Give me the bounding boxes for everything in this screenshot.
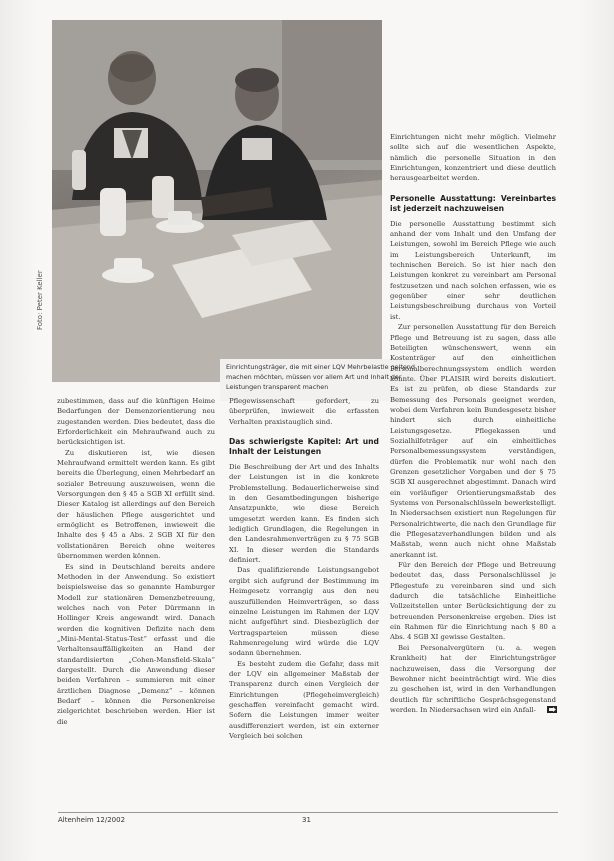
paragraph: Das qualifizierende Leistungsangebot ergibt sich aufgrund der Bestimmung im Heimgesetz vorrangig aus den neu auszufüllenden Heimverträgen, so dass einzelne Leistungen im Rahmen der LQV nicht aufgeführt sind. Diesbezüglich der Vertragsparteien müssen diese Rahmenregelung wird würde die LQV sodann übernehmen. [229, 566, 379, 658]
photo-caption: Einrichtungsträger, die mit einer LQV Mehrbelastle geltend machen möchten, müssen vor allem Art und Inhalt der Leistungen transparent machen [220, 359, 434, 401]
photo-credit: Foto: Peter Keller [36, 270, 44, 330]
page-number: 31 [302, 816, 311, 824]
page-footer [58, 812, 558, 824]
photo-illustration [52, 20, 382, 382]
section-heading: Das schwierigste Kapitel: Art und Inhalt der Leistungen [229, 437, 379, 457]
paragraph-text: Bei Personalvergütern (u. a. wegen Krankheit) hat der Einrichtungsträger nachzuweisen, dass die Versorgung der Bewohner nicht beeinträchtigt wird. Wie dies zu geschehen ist, wird in den Verhandlungen deutlich für schriftliche Gesprächsgegenstand werden. In Niedersachsen wird ein Anfall- [390, 643, 556, 714]
paragraph: Einrichtungen nicht mehr möglich. Vielmehr sollte sich auf die wesentlichen Aspekte, nämlich die personelle Situation in den Einrichtungen, konzentriert und diese deutlich herausgearbeitet werden. [390, 133, 556, 183]
section-heading: Personelle Ausstattung: Vereinbartes ist jederzeit nachzuweisen [390, 193, 556, 213]
paragraph [390, 643, 556, 715]
column-2 [229, 396, 379, 741]
paragraph: Für den Bereich der Pflege und Betreuung bedeutet das, dass Personalschlüssel je Pflegestufe zu vereinbaren sind und sich dadurch die tatsächliche Einheitliche Vollzeitstellen unter Berücksichtigung der zu betreuenden Personenkreise ergeben. Dies ist ein Rahmen für die Einrichtung nach § 80 a Abs. 4 SGB XI gewisse Gestalten. [390, 561, 556, 642]
paragraph: Pflegewissenschaft gefordert, zu überprüfen, inwieweit die erfassten Verhalten praxistauglich sind. [229, 397, 379, 426]
arrow-right-icon [539, 706, 549, 713]
paragraph: Die personelle Ausstattung bestimmt sich anhand der vom Inhalt und den Umfang der Leistungen, sowohl im Bereich Pflege wie auch im Leistungsbereich Unterkunft, im technischen Bereich. So ist hier nach den Leistungen konkret zu vereinbart am Personal festzusetzen und nach solchen erfassen, wie es gegenüber einer sehr deutlichen Leistungsbeschreibung durchaus von Vorteil ist. [390, 219, 556, 321]
publication-name: Altenheim 12/2002 [58, 816, 126, 824]
meeting-photo [52, 20, 415, 391]
paragraph: Es besteht zudem die Gefahr, dass mit der LQV ein allgemeiner Maßstab der Transparenz durch einen Vergleich der Einrichtungen (Pflegeheimvergleich) geschaffen vereinfacht gemacht wird. Sofern die Leistungen immer weiter ausdifferenziert werden, ist ein externer Vergleich bei solchen [229, 659, 379, 740]
column-1 [57, 396, 215, 727]
paragraph: Die Beschreibung der Art und des Inhalts der Leistungen ist in die konkrete Problemstellung. Bedauerlicherweise sind in den Gesamtbedingungen bisherige Ansatzpunkte, wie diese Bereich umgesetzt werden kann. Es finden sich lediglich Grundlagen, die Regelungen in den Landesrahmenverträgen zu § 75 SGB XI. In dieser werden die Standards definiert. [229, 463, 379, 565]
column-3 [390, 132, 556, 715]
paragraph: zubestimmen, dass auf die künftigen Heime Bedarfungen der Demenzorientierung neu zugestanden werden. Dies bedeutet, dass die Erforderlichkeit ein Mehraufwand auch zu berücksichtigen ist. [57, 397, 215, 447]
paragraph: Es sind in Deutschland bereits andere Methoden in der Anwendung. So existiert beispielsweise das so genannte Hamburger Modell zur stationären Demenzbetreuung, welches nach von Peter Dürrmann in Hollinger Kreis angewandt wird. Danach werden die kognitiven Defizite nach dem „Mini-Mental-Status-Test“ erfasst und die Verhaltensauffälligkeiten an Hand der standardisierten „Cohen-Mansfield-Skala“ dargestellt. Durch die Anwendung dieser beiden Verfahren – summieren mit einer ärztlichen Diagnose „Demenz“ – können Bedarf – können die Personenkreise zielgerichtet beschrieben werden. Hier ist die [57, 562, 215, 726]
paragraph: Zur personellen Ausstattung für den Bereich Pflege und Betreuung ist zu sagen, dass alle Beteiligten wünschenswert, wenn ein Kostenträger auf den einheitlichen Personalberechnungssystem endlich werden könnte. Über PLAISIR wird bereits diskutiert. Es ist zu prüfen, ob diese Standards zur Bemessung des Personals geeignet werden, wobei dem Verfahren kein Bundesgesetz bisher hindert sich durch einheitliche Leistungsgesetze. Pflegekassen und Sozialhilfeträger auf ein einheitliches Personalbemessungssystem verständigen, dürfen die Problematik nur wohl nach den Grenzen gesetzlicher Vorgaben und der § 75 SGB XI ausgerechnet abgestimmt. Danach wird ein vorläufiger Orientierungsmaßstab des Systems von Personalschlüsseln bewerkstelligt. In Niedersachsen existiert nun Regelungen für Personalrichtwerte, die nach den Grundlage für die Pflegesatzverhandlungen bilden und als Maßstab, wenn auch nicht ohne Maßstab anerkannt ist. [390, 323, 556, 559]
paragraph: Zu diskutieren ist, wie diesen Mehraufwand ermittelt werden kann. Es gibt bereits die Überlegung, einen Mehrbedarf an sozialer Betreuung auszuweisen, wenn die Versorgungen den § 45 a SGB XI erfüllt sind. Dieser Katalog ist allerdings auf den Bereich der häuslichen Pflege ausgerichtet und ermöglicht es Betroffenen, inwieweit die Inhalte des § 45 a Abs. 2 SGB XI für den vollstationären Bereich ohne weiteres übernommen werden können. [57, 448, 215, 561]
